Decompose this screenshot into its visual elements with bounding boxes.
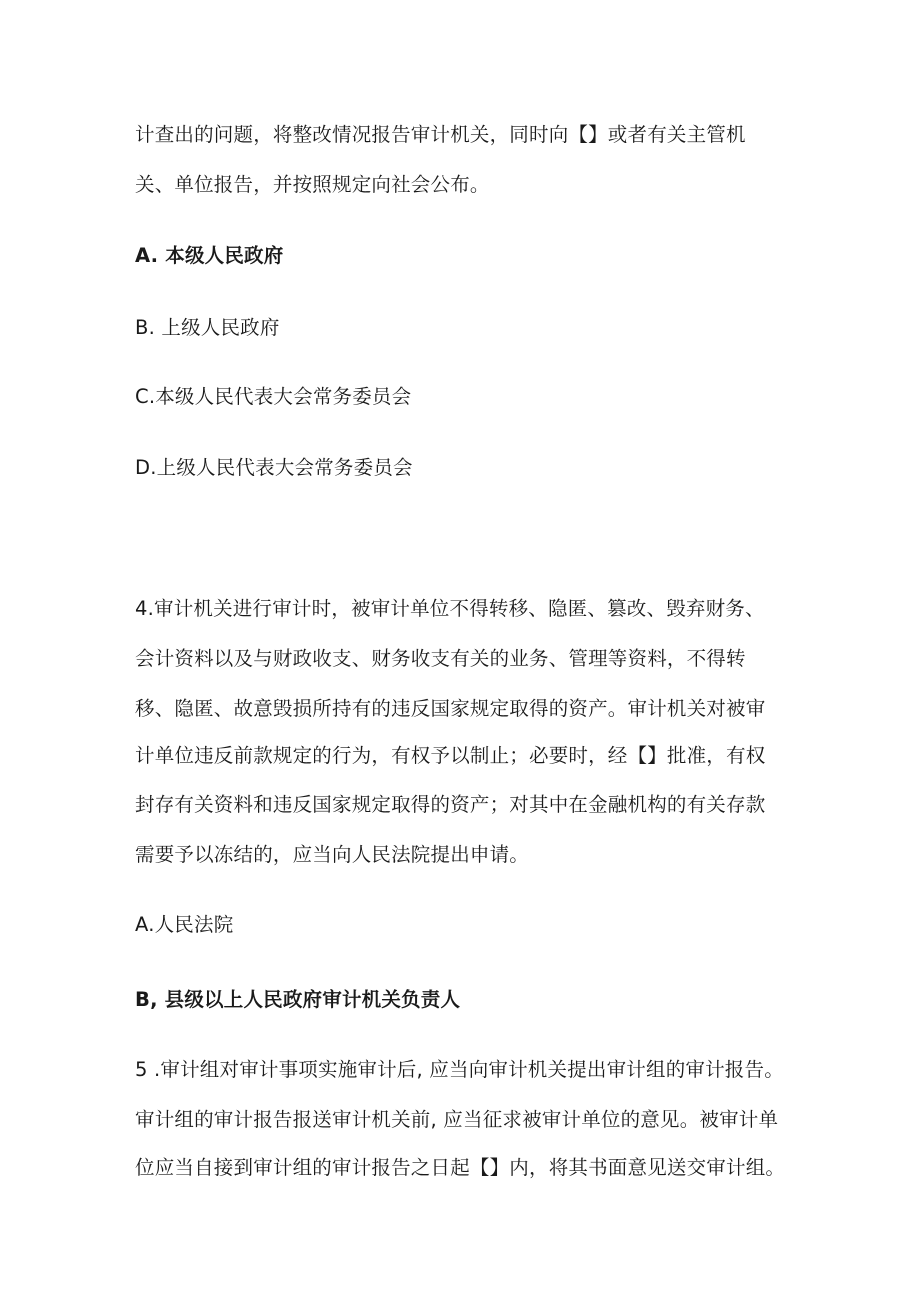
- q4-text-line-1: 4.审计机关进行审计时，被审计单位不得转移、隐匿、篡改、毁弃财务、: [135, 597, 765, 620]
- q3-option-b: B. 上级人民政府: [135, 316, 280, 339]
- q3-option-a: A. 本级人民政府: [135, 244, 284, 267]
- q4-text-line-4: 计单位违反前款规定的行为，有权予以制止；必要时，经【】批准，有权: [135, 744, 766, 767]
- q4-text-line-6: 需要予以冻结的，应当向人民法院提出申请。: [135, 843, 530, 866]
- q3-option-c: C.本级人民代表大会常务委员会: [135, 385, 412, 408]
- q3-text-line-1: 计查出的问题，将整改情况报告审计机关，同时向【】或者有关主管机: [135, 123, 746, 146]
- q4-text-line-3: 移、隐匿、故意毁损所持有的违反国家规定取得的资产。审计机关对被审: [135, 697, 766, 720]
- q5-text-line-2: 审计组的审计报告报送审计机关前, 应当征求被审计单位的意见。被审计单: [135, 1108, 779, 1131]
- q4-text-line-2: 会计资料以及与财政收支、财务收支有关的业务、管理等资料，不得转: [135, 647, 746, 670]
- q3-text-line-2: 关、单位报告，并按照规定向社会公布。: [135, 173, 490, 196]
- q4-option-a: A.人民法院: [135, 913, 234, 936]
- q3-option-d: D.上级人民代表大会常务委员会: [135, 456, 413, 479]
- q4-option-b: B, 县级以上人民政府审计机关负责人: [135, 988, 461, 1011]
- q5-text-line-3: 位应当自接到审计组的审计报告之日起【】内，将其书面意见送交审计组。: [135, 1156, 786, 1179]
- q5-text-line-1: 5 .审计组对审计事项实施审计后, 应当向审计机关提出审计组的审计报告。: [135, 1058, 784, 1081]
- q4-text-line-5: 封存有关资料和违反国家规定取得的资产；对其中在金融机构的有关存款: [135, 793, 766, 816]
